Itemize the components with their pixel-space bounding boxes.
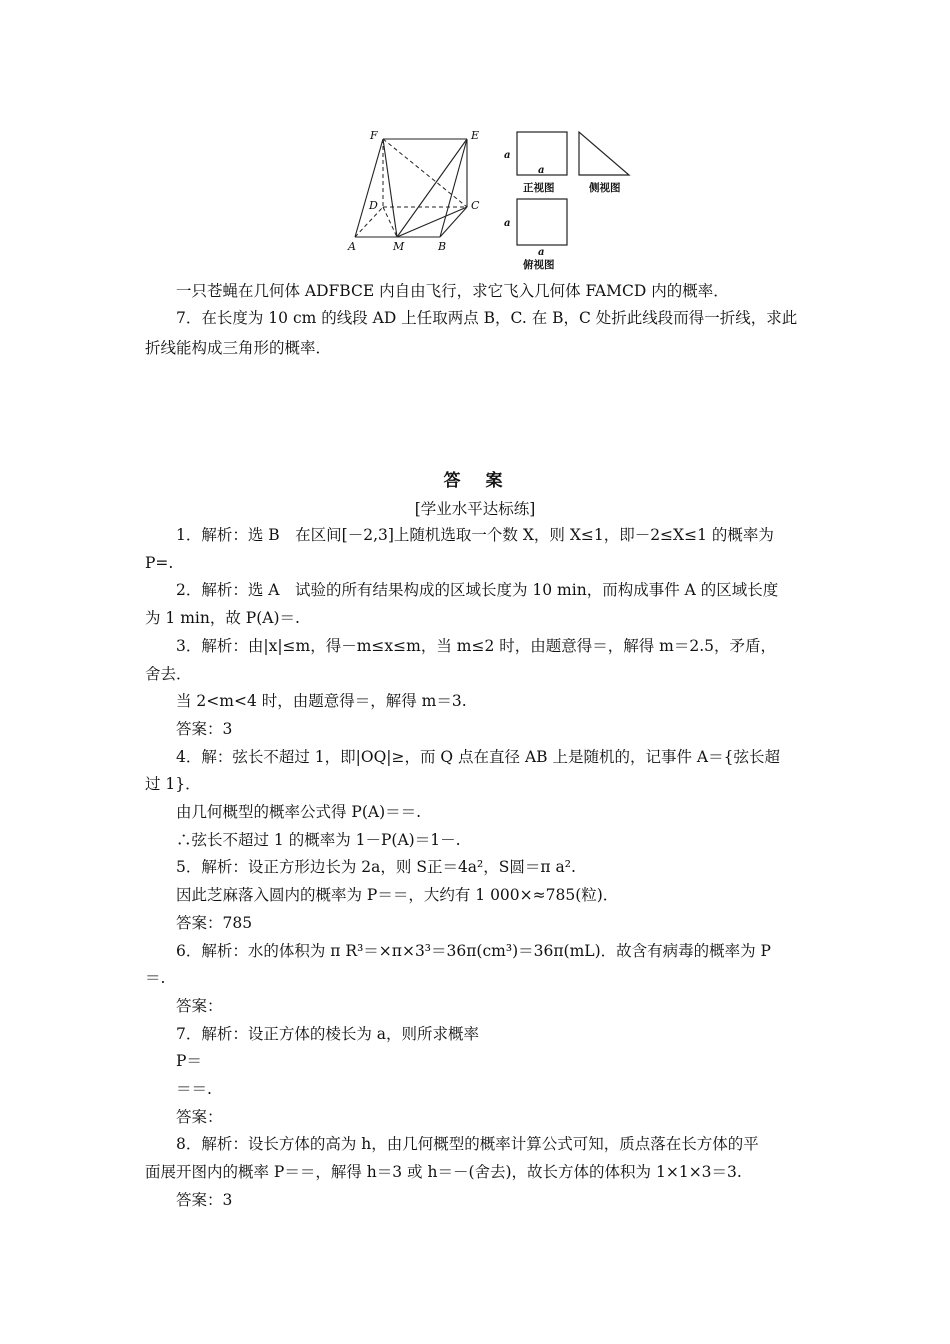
side-view-label: 侧视图 <box>589 182 621 194</box>
answer-line: 答案：3 <box>176 1191 233 1209</box>
top-a-bottom: a <box>538 247 545 258</box>
answer-line: 2．解析：选 A 试验的所有结果构成的区域长度为 10 min，而构成事件 A 的区域长度 <box>176 581 779 599</box>
front-view-label: 正视图 <box>523 182 555 194</box>
top-a-left: a <box>504 218 511 229</box>
label-A: A <box>348 240 356 253</box>
label-B: B <box>438 240 447 253</box>
top-view-square <box>517 199 567 245</box>
solid-figure <box>340 125 490 255</box>
answer-line: 6．解析：水的体积为 π R³＝×π×3³＝36π(cm³)＝36π(mL)．故含有病毒的概率为 P <box>176 942 771 960</box>
answer-line: ∴弦长不超过 1 的概率为 1－P(A)＝1－. <box>176 831 461 849</box>
answer-line: 因此芝麻落入圆内的概率为 P＝＝，大约有 1 000×≈785(粒)． <box>176 886 619 904</box>
answer-line: 答案： <box>176 997 223 1015</box>
top-view-label: 俯视图 <box>523 259 555 271</box>
side-view-triangle <box>579 132 629 175</box>
answer-line: 5．解析：设正方形边长为 2a，则 S正＝4a²，S圆＝π a². <box>176 858 576 876</box>
question-line-3: 折线能构成三角形的概率． <box>145 339 332 357</box>
three-views-figure <box>500 125 640 273</box>
answer-line: 面展开图内的概率 P＝＝，解得 h＝3 或 h＝－(舍去)，故长方体的体积为 1×1×3＝3. <box>145 1163 742 1181</box>
answer-title: 答 案 <box>443 471 507 491</box>
answer-line: 1．解析：选 B 在区间[－2,3]上随机选取一个数 X，则 X≤1，即－2≤X≤1 的概率为 <box>176 526 774 544</box>
answer-line: ＝. <box>145 969 166 987</box>
answer-line: P＝ <box>176 1052 202 1070</box>
answer-line: 答案： <box>176 1108 223 1126</box>
answer-line: 答案：3 <box>176 720 233 738</box>
answer-line: 舍去． <box>145 665 192 683</box>
front-a-left: a <box>504 150 511 161</box>
front-a-bottom: a <box>538 165 545 176</box>
answer-line: 由几何概型的概率公式得 P(A)＝＝. <box>176 803 422 821</box>
label-E: E <box>471 129 480 142</box>
answer-line: 3．解析：由|x|≤m，得－m≤x≤m，当 m≤2 时，由题意得＝，解得 m＝2.5，矛盾， <box>176 637 777 655</box>
answer-line: 为 1 min，故 P(A)＝. <box>145 609 300 627</box>
answer-line: P=. <box>145 554 174 572</box>
answer-line: 答案：785 <box>176 914 253 932</box>
label-F: F <box>370 129 378 142</box>
label-C: C <box>471 199 480 212</box>
answer-line: 4．解：弦长不超过 1，即|OQ|≥，而 Q 点在直径 AB 上是随机的，记事件 A＝{弦长超 <box>176 748 780 766</box>
answer-line: 当 2<m<4 时，由题意得＝，解得 m＝3. <box>176 692 467 710</box>
label-M: M <box>393 240 405 253</box>
answer-subtitle: [学业水平达标练] <box>414 500 536 518</box>
question-line-2: 7．在长度为 10 cm 的线段 AD 上任取两点 B，C. 在 B，C 处折此线段而得一折线，求此 <box>176 309 798 327</box>
answer-line: 过 1}． <box>145 775 201 793</box>
answer-line: 7．解析：设正方体的棱长为 a，则所求概率 <box>176 1025 480 1043</box>
answer-line: 8．解析：设长方体的高为 h，由几何概型的概率计算公式可知，质点落在长方体的平 <box>176 1135 759 1153</box>
label-D: D <box>369 199 378 212</box>
question-line-1: 一只苍蝇在几何体 ADFBCE 内自由飞行，求它飞入几何体 FAMCD 内的概率． <box>176 282 729 300</box>
answer-line: ＝＝. <box>176 1080 212 1098</box>
